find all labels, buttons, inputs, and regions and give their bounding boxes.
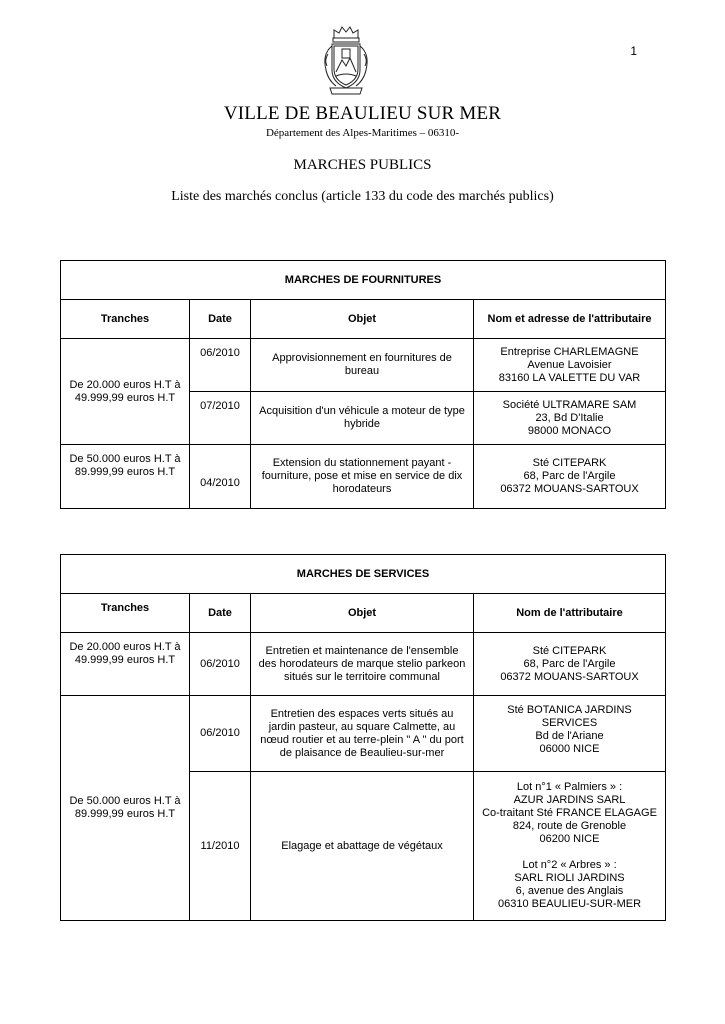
attributaire-cell: Sté BOTANICA JARDINS SERVICES Bd de l'Ariane 06000 NICE [474,696,666,772]
tranche-cell: De 20.000 euros H.T à 49.999,99 euros H.T [61,633,190,696]
document-header [0,103,725,205]
attributaire-cell: Lot n°1 « Palmiers » : AZUR JARDINS SARL Co-traitant Sté FRANCE ELAGAGE 824, route de Grenoble 06200 NICE Lot n°2 « Arbres » : SARL RIOLI JARDINS 6, avenue des Anglais 06310 BEAULIEU-SUR-MER [474,772,666,921]
city-crest-logo [318,24,374,98]
department-subtitle: Département des Alpes-Maritimes – 06310- [265,127,460,139]
attributaire-cell: Sté CITEPARK 68, Parc de l'Argile 06372 MOUANS-SARTOUX [474,445,666,509]
attributaire-cell: Entreprise CHARLEMAGNE Avenue Lavoisier 83160 LA VALETTE DU VAR [474,339,666,392]
column-header: Nom et adresse de l'attributaire [474,300,666,339]
list-title: Liste des marchés conclus (article 133 du code des marchés publics) [171,189,554,204]
column-header: Nom de l'attributaire [474,594,666,633]
column-header: Objet [251,300,474,339]
date-cell: 06/2010 [190,633,251,696]
objet-cell: Entretien des espaces verts situés au jardin pasteur, au square Calmette, au nœud routier et au terre-plein " A " du port de plaisance de Beaulieu-sur-mer [251,696,474,772]
date-cell: 07/2010 [190,392,251,445]
fournitures-table [60,260,666,509]
date-cell: 04/2010 [190,445,251,509]
column-header: Date [190,594,251,633]
column-header: Objet [251,594,474,633]
column-header: Tranches [61,300,190,339]
tranche-cell: De 20.000 euros H.T à 49.999,99 euros H.T [61,339,190,445]
table-title: MARCHES DE SERVICES [61,555,666,594]
column-header: Tranches [61,594,190,633]
date-cell: 11/2010 [190,772,251,921]
attributaire-cell: Société ULTRAMARE SAM 23, Bd D'Italie 98000 MONACO [474,392,666,445]
tranche-cell: De 50.000 euros H.T à 89.999,99 euros H.T [61,445,190,509]
section-heading: MARCHES PUBLICS [293,157,432,173]
city-title: VILLE DE BEAULIEU SUR MER [223,103,502,124]
date-cell: 06/2010 [190,339,251,392]
objet-cell: Approvisionnement en fournitures de bureau [251,339,474,392]
objet-cell: Elagage et abattage de végétaux [251,772,474,921]
services-table [60,554,666,921]
attributaire-cell: Sté CITEPARK 68, Parc de l'Argile 06372 MOUANS-SARTOUX [474,633,666,696]
objet-cell: Acquisition d'un véhicule a moteur de type hybride [251,392,474,445]
table-title: MARCHES DE FOURNITURES [61,261,666,300]
objet-cell: Entretien et maintenance de l'ensemble des horodateurs de marque stelio parkeon situés sur le territoire communal [251,633,474,696]
column-header: Date [190,300,251,339]
tranche-cell: De 50.000 euros H.T à 89.999,99 euros H.T [61,696,190,921]
objet-cell: Extension du stationnement payant - fourniture, pose et mise en service de dix horodateurs [251,445,474,509]
page-number: 1 [630,44,637,58]
date-cell: 06/2010 [190,696,251,772]
